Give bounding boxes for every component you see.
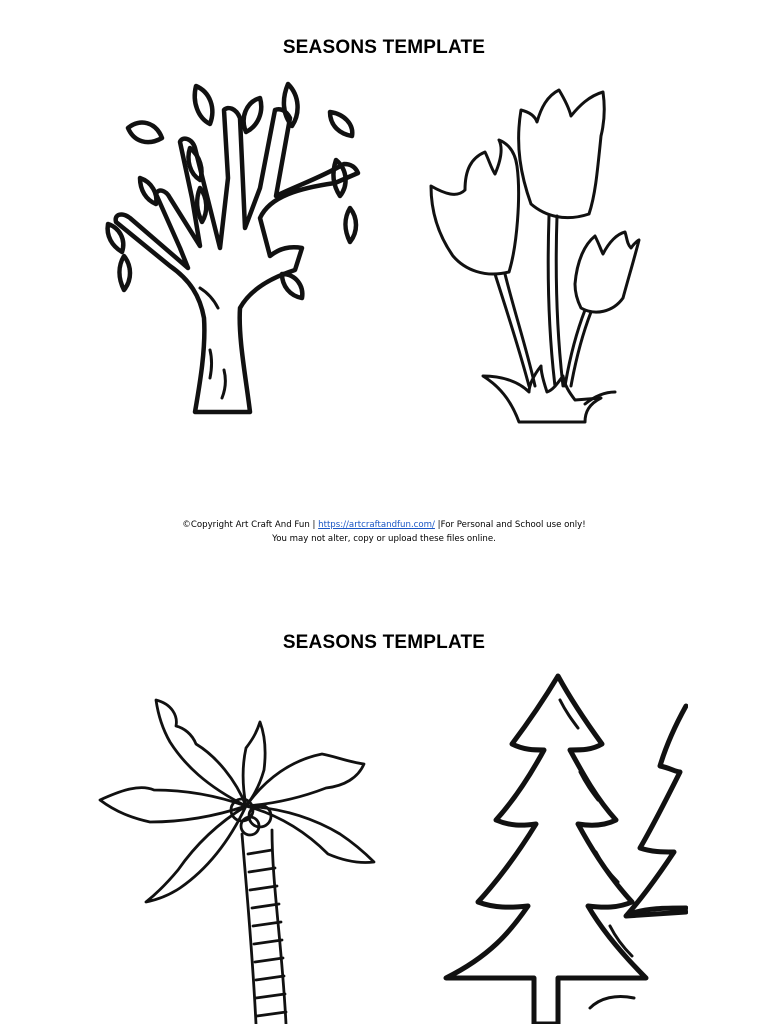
tree-with-leaves-icon [100, 78, 370, 418]
palm-tree-icon [96, 694, 386, 1024]
page-title: SEASONS TEMPLATE [282, 632, 486, 653]
usage-text: |For Personal and School use only! [434, 520, 586, 530]
site-link[interactable]: https://artcraftandfun.com/ [318, 520, 435, 530]
upload-notice: You may not alter, copy or upload these files online. [272, 534, 496, 544]
page-title: SEASONS TEMPLATE [282, 37, 486, 58]
pine-tree-icon [440, 672, 688, 1024]
copyright-text: ©Copyright Art Craft And Fun | [182, 520, 319, 530]
copyright-notice [0, 518, 768, 546]
tulip-flowers-icon [425, 86, 645, 431]
